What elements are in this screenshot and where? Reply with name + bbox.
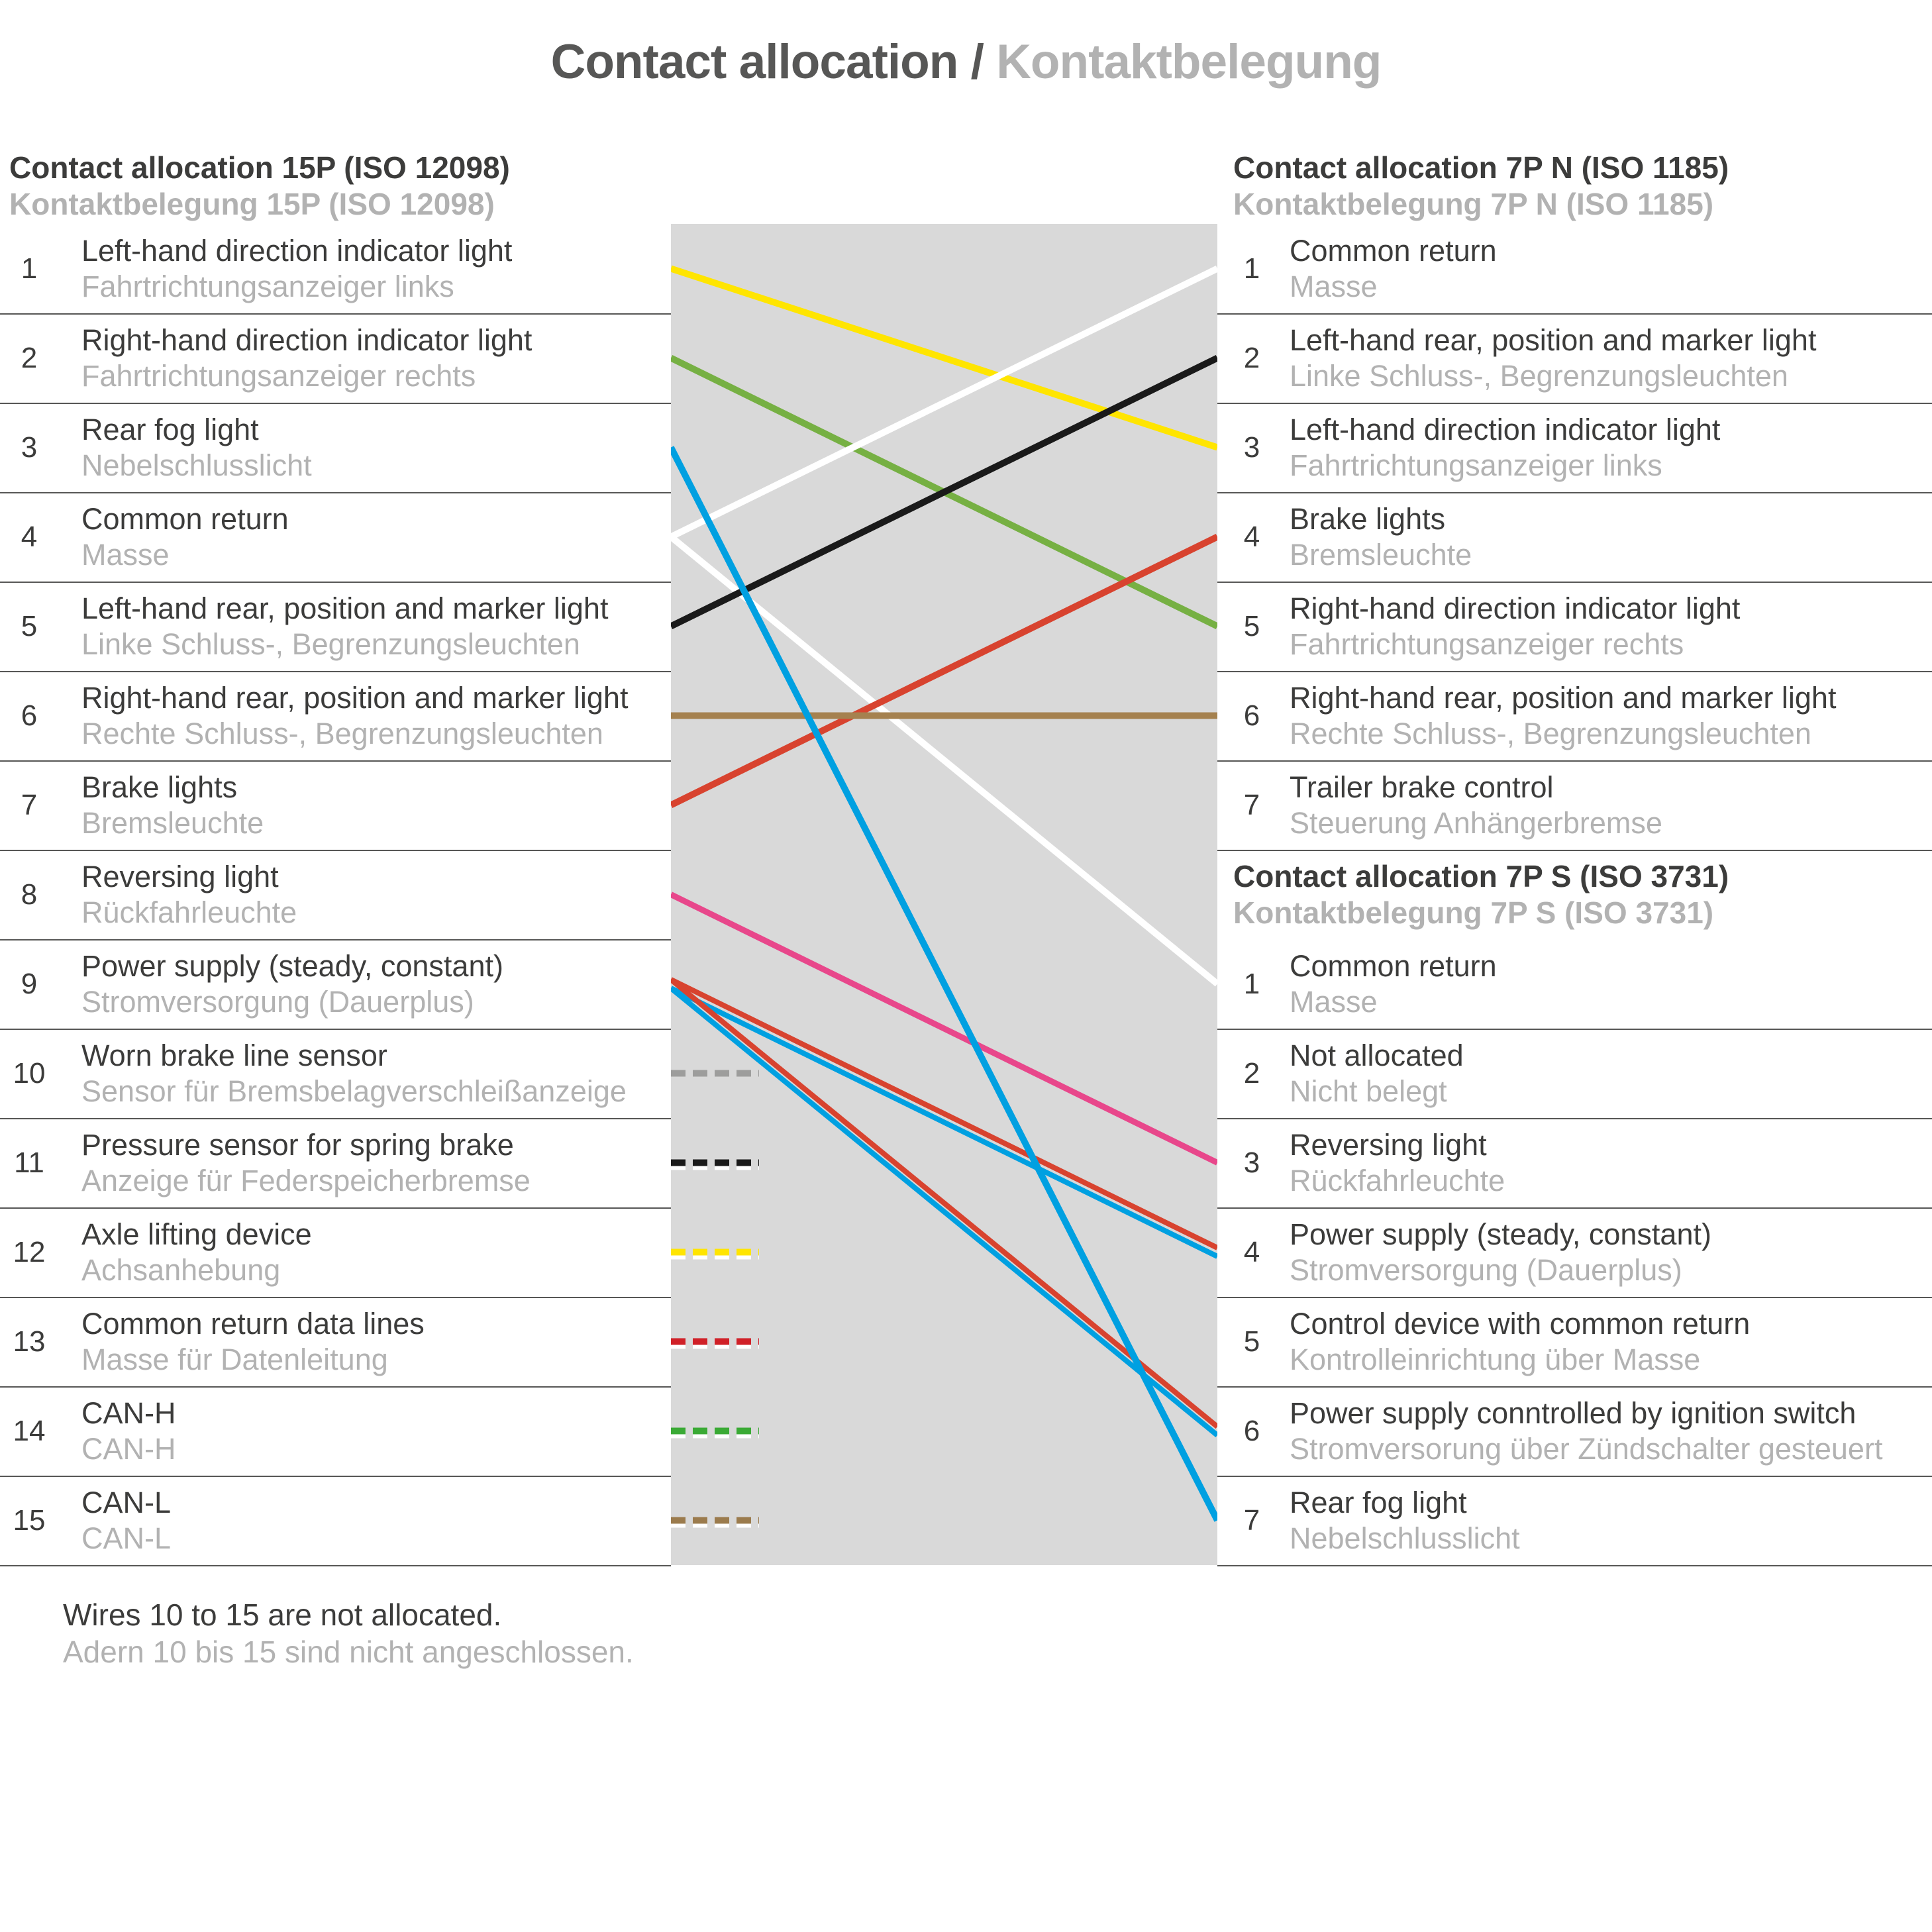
pin-function-de: Bremsleuchte xyxy=(81,805,264,840)
pin-function-en: Power supply (steady, constant) xyxy=(1290,1217,1711,1251)
pin-number: 3 xyxy=(21,431,38,464)
pin-number: 2 xyxy=(21,341,38,374)
pin-function-de: Masse xyxy=(1290,269,1378,303)
pin-function-en: Reversing light xyxy=(1290,1127,1487,1162)
pin-function-de: Steuerung Anhängerbremse xyxy=(1290,805,1662,840)
pin-function-en: Reversing light xyxy=(81,859,279,893)
pin-function-de: Fahrtrichtungsanzeiger rechts xyxy=(1290,627,1684,661)
row-7ps-6 xyxy=(1217,1386,1932,1477)
page-title-en: Contact allocation / xyxy=(550,35,984,89)
pin-function-en: Trailer brake control xyxy=(1290,770,1554,804)
row-7pn-5 xyxy=(1217,582,1932,672)
right-column-header-7ps-de: Kontaktbelegung 7P S (ISO 3731) xyxy=(1233,895,1714,930)
pin-function-de: CAN-H xyxy=(81,1431,176,1466)
pin-function-en: Power supply conntrolled by ignition switch xyxy=(1290,1396,1856,1430)
right-column-header-7ps xyxy=(1217,850,1932,939)
pin-number: 1 xyxy=(1243,967,1260,1000)
pin-number: 6 xyxy=(1243,1414,1260,1447)
pin-function-en: Power supply (steady, constant) xyxy=(81,948,503,983)
pin-function-de: Stromversorgung (Dauerplus) xyxy=(1290,1252,1682,1287)
page-title-de: Kontaktbelegung xyxy=(996,35,1382,89)
pin-function-en: Common return data lines xyxy=(81,1306,425,1341)
pin-number: 11 xyxy=(14,1146,44,1179)
pin-function-en: Right-hand rear, position and marker light xyxy=(81,680,629,715)
pin-number: 6 xyxy=(1243,699,1260,732)
pin-number: 7 xyxy=(1243,1503,1260,1537)
pin-function-en: Common return xyxy=(81,501,289,536)
pin-number: 4 xyxy=(1243,1235,1260,1268)
pin-number: 8 xyxy=(21,878,38,911)
pin-function-de: Nebelschlusslicht xyxy=(81,448,312,482)
row-15p-12 xyxy=(0,1207,671,1298)
pin-number: 12 xyxy=(13,1235,46,1268)
pin-function-en: Rear fog light xyxy=(81,412,259,446)
row-7pn-7 xyxy=(1217,760,1932,851)
row-15p-6 xyxy=(0,671,671,762)
wires-diagram xyxy=(671,224,1217,1565)
pin-number: 4 xyxy=(1243,520,1260,553)
row-15p-3 xyxy=(0,403,671,493)
row-15p-4 xyxy=(0,492,671,583)
pin-function-de: Anzeige für Federspeicherbremse xyxy=(81,1163,531,1197)
row-7ps-2 xyxy=(1217,1029,1932,1119)
pin-function-en: Right-hand direction indicator light xyxy=(1290,591,1741,625)
pin-number: 13 xyxy=(13,1325,46,1358)
row-7ps-3 xyxy=(1217,1118,1932,1209)
pin-function-de: Linke Schluss-, Begrenzungsleuchten xyxy=(1290,358,1788,393)
row-7ps-4 xyxy=(1217,1207,1932,1298)
pin-function-de: Bremsleuchte xyxy=(1290,537,1472,572)
row-7pn-1 xyxy=(1217,224,1932,315)
right-column-header-7pn xyxy=(1233,150,1729,223)
pin-function-en: Axle lifting device xyxy=(81,1217,312,1251)
pin-function-en: Left-hand rear, position and marker light xyxy=(1290,323,1817,357)
footnote-de: Adern 10 bis 15 sind nicht angeschlossen. xyxy=(63,1635,634,1669)
pin-function-en: Common return xyxy=(1290,948,1497,983)
row-7ps-7 xyxy=(1217,1476,1932,1566)
left-column-header xyxy=(9,150,510,223)
row-15p-7 xyxy=(0,760,671,851)
pin-function-en: Rear fog light xyxy=(1290,1485,1467,1519)
pin-function-de: Stromversorgung (Dauerplus) xyxy=(81,984,474,1019)
wire-15p1-to-7pn3 xyxy=(671,269,1217,448)
row-7pn-6 xyxy=(1217,671,1932,762)
pin-function-en: Left-hand rear, position and marker light xyxy=(81,591,609,625)
wire-15p7-to-7pn4 xyxy=(671,537,1217,805)
row-15p-8 xyxy=(0,850,671,941)
row-15p-5 xyxy=(0,582,671,672)
row-15p-11 xyxy=(0,1118,671,1209)
wiring-panel xyxy=(671,224,1217,1565)
pin-function-de: Fahrtrichtungsanzeiger links xyxy=(81,269,454,303)
pin-number: 2 xyxy=(1243,341,1260,374)
pin-number: 14 xyxy=(13,1414,46,1447)
pin-function-de: Achsanhebung xyxy=(81,1252,281,1287)
pin-function-en: Control device with common return xyxy=(1290,1306,1751,1341)
page-title xyxy=(0,34,1932,89)
wire-15p9-to-7ps4-red-strand xyxy=(671,980,1217,1248)
pin-number: 5 xyxy=(1243,1325,1260,1358)
right-column-header-7pn-de: Kontaktbelegung 7P N (ISO 1185) xyxy=(1233,187,1714,221)
pin-number: 3 xyxy=(1243,431,1260,464)
row-15p-15 xyxy=(0,1476,671,1566)
row-15p-2 xyxy=(0,313,671,404)
row-7pn-3 xyxy=(1217,403,1932,493)
right-column-header-7pn-en: Contact allocation 7P N (ISO 1185) xyxy=(1233,150,1729,185)
pin-function-de: Nicht belegt xyxy=(1290,1074,1447,1108)
pin-function-de: Kontrolleinrichtung über Masse xyxy=(1290,1342,1701,1376)
pin-function-de: Linke Schluss-, Begrenzungsleuchten xyxy=(81,627,580,661)
pin-function-de: Fahrtrichtungsanzeiger links xyxy=(1290,448,1662,482)
pin-function-de: Rechte Schluss-, Begrenzungsleuchten xyxy=(1290,716,1811,750)
pin-number: 3 xyxy=(1243,1146,1260,1179)
pin-number: 5 xyxy=(21,609,38,642)
pin-number: 4 xyxy=(21,520,38,553)
row-15p-9 xyxy=(0,939,671,1030)
pin-function-en: Pressure sensor for spring brake xyxy=(81,1127,514,1162)
pin-function-en: CAN-H xyxy=(81,1396,176,1430)
pin-number: 15 xyxy=(13,1503,46,1537)
wire-15p9-to-7ps6-blue-strand xyxy=(671,988,1217,1435)
pin-function-en: Left-hand direction indicator light xyxy=(81,233,513,268)
wire-15p4-to-7pn1 xyxy=(671,269,1217,537)
footnote-en: Wires 10 to 15 are not allocated. xyxy=(63,1598,502,1632)
pin-number: 9 xyxy=(21,967,38,1000)
pin-function-de: Nebelschlusslicht xyxy=(1290,1521,1520,1555)
pin-function-de: Rückfahrleuchte xyxy=(1290,1163,1505,1197)
row-7pn-4 xyxy=(1217,492,1932,583)
row-15p-10 xyxy=(0,1029,671,1119)
pin-function-en: Right-hand rear, position and marker light xyxy=(1290,680,1837,715)
pin-function-en: Brake lights xyxy=(1290,501,1446,536)
row-7ps-5 xyxy=(1217,1297,1932,1388)
pin-function-en: Brake lights xyxy=(81,770,238,804)
pin-function-de: CAN-L xyxy=(81,1521,172,1555)
left-column-header-de: Kontaktbelegung 15P (ISO 12098) xyxy=(9,187,495,221)
pin-number: 7 xyxy=(1243,788,1260,821)
pin-number: 6 xyxy=(21,699,38,732)
row-15p-13 xyxy=(0,1297,671,1388)
row-7pn-2 xyxy=(1217,313,1932,404)
wire-15p3-to-7ps7 xyxy=(671,448,1217,1521)
pin-function-de: Rechte Schluss-, Begrenzungsleuchten xyxy=(81,716,603,750)
pin-number: 7 xyxy=(21,788,38,821)
pin-function-en: CAN-L xyxy=(81,1485,172,1519)
pin-number: 2 xyxy=(1243,1056,1260,1090)
left-column-header-en: Contact allocation 15P (ISO 12098) xyxy=(9,150,510,185)
pin-function-de: Masse xyxy=(81,537,170,572)
pin-number: 5 xyxy=(1243,609,1260,642)
pin-function-en: Not allocated xyxy=(1290,1038,1464,1072)
pin-function-de: Sensor für Bremsbelagverschleißanzeige xyxy=(81,1074,627,1108)
pin-function-en: Worn brake line sensor xyxy=(81,1038,387,1072)
row-7ps-1 xyxy=(1217,939,1932,1030)
pin-function-de: Stromversorung über Zündschalter gesteuert xyxy=(1290,1431,1883,1466)
pin-number: 1 xyxy=(21,252,38,285)
pin-function-en: Right-hand direction indicator light xyxy=(81,323,533,357)
pin-function-de: Rückfahrleuchte xyxy=(81,895,297,929)
pin-function-en: Left-hand direction indicator light xyxy=(1290,412,1721,446)
pin-number: 1 xyxy=(1243,252,1260,285)
pin-function-de: Masse für Datenleitung xyxy=(81,1342,388,1376)
pin-number: 10 xyxy=(13,1056,46,1090)
pin-function-en: Common return xyxy=(1290,233,1497,268)
row-15p-1 xyxy=(0,224,671,315)
footnote xyxy=(63,1596,634,1670)
pin-function-de: Masse xyxy=(1290,984,1378,1019)
right-column-header-7ps-en: Contact allocation 7P S (ISO 3731) xyxy=(1233,858,1729,893)
row-15p-14 xyxy=(0,1386,671,1477)
pin-function-de: Fahrtrichtungsanzeiger rechts xyxy=(81,358,476,393)
